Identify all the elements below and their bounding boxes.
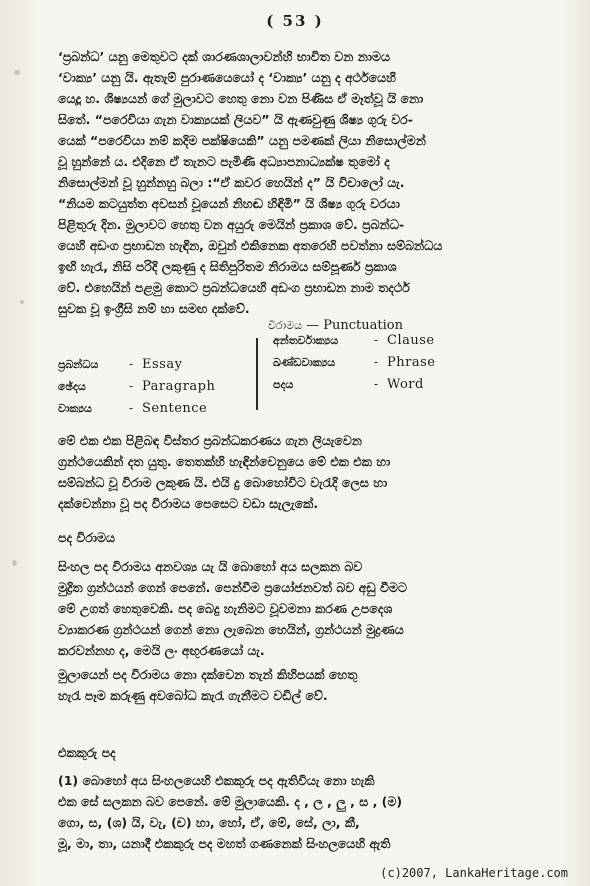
- term-en: Essay: [142, 357, 183, 372]
- text-line: කරවන්නහ ද, මෙයි ලං අඟුරණයෝ යැ.: [58, 643, 265, 658]
- section-heading: පද විරාමය: [58, 530, 115, 545]
- text-line: යෙක් “පරෙවියා නම් කදිම පක්ෂියෙකි” යනු පමණක් ලියා නිසොල්මන්: [58, 133, 426, 148]
- text-line: නිසොල්මන් වූ හුන්නහු බලා :“ඒ කවර හෙයින් ද” යි විචාලෝ යැ.: [58, 175, 405, 190]
- text-line: එක සේ සලකන බව පෙනේ. මේ මුලායෙකි. ද , ල , ලු , ස , (ම): [58, 794, 403, 809]
- text-line: ගො, ස, (ශ) යි, වැ, (ච) හා, හෝ, ඒ, මේ, සේ, ලා, කී,: [58, 815, 360, 830]
- text-line: ‘වාක්‍ය’ යනු යි. ඇතැම් පුරාණයෙයෝ ද ‘වාක්‍ය’ යනු ද අර්ථයෙහි: [58, 70, 396, 85]
- table-heading: විරාමය — Punctuation: [268, 318, 403, 333]
- table-row: පදය - Word: [273, 376, 424, 392]
- text-line: මේ උගත් හෙතුවෙකි. පද බෙදු හැනිමට වූවමනා කරණ උපදෙශ: [58, 601, 393, 616]
- table-row: ඛණ්ඩවාක්‍යය - Phrase: [273, 354, 436, 370]
- text-line: ග්‍රන්ථයෙකින් දත යුතු. තෙතක්හි හැඳින්වෙනුයෙ මේ එක එක හා: [58, 454, 391, 469]
- text-line: සිතේ. “පරෙවියා ගැන වාක්‍යයක් ලියව” යි ඇණවුණු ශිෂ්‍ය ගුරු වර-: [58, 112, 413, 127]
- term-en: Clause: [387, 333, 435, 348]
- pada-paragraph: [58, 556, 558, 661]
- examples-paragraph: [58, 430, 558, 514]
- table-heading-si: විරාමය: [268, 319, 302, 332]
- term-si: ඛණ්ඩවාක්‍යය: [273, 356, 336, 369]
- section-heading: එකකුරු පද: [58, 745, 116, 760]
- copyright-watermark: (c)2007, LankaHeritage.com: [380, 866, 568, 880]
- term-en: Sentence: [142, 401, 208, 416]
- text-line: යෙදූ හ. ශිෂ්‍යයන් ගේ මුලාවට හෙතු නො වන පිණිස ඒ මෑත්වූ යි නො: [58, 91, 424, 106]
- text-line: සිංහල පද විරාමය අනවශ්‍ය යැ යි බොහෝ අය සලකන බව: [58, 559, 363, 574]
- text-line: මුද්‍රිත ග්‍රන්ථයන් ගෙන් පෙනේ. පෙන්වීම ප්‍රයෝජනවත් බව අඩු වීමට: [58, 580, 407, 595]
- table-row: ප්‍රබන්ධය - Essay: [58, 356, 183, 372]
- mulu-paragraph: [58, 664, 558, 706]
- table-heading-en: Punctuation: [323, 318, 403, 333]
- term-si: පදය: [273, 378, 294, 391]
- text-line: වේ. එහෙයින් පළමු කොට ප්‍රබන්ධයෙහි අඩංග ප්‍රභාඩන නාම තදර්ථ: [58, 280, 410, 295]
- text-line: මේ එක එක පිළිබඳ විස්තර ප්‍රබන්ධකරණය ගැන ලියැවෙන: [58, 433, 362, 448]
- text-line: සම්බන්ධ වූ විරාම ලකුණ යි. එයි දු බොහෝවිට වැරැදි ලෙස හා: [58, 475, 388, 490]
- text-line: (1) බොහෝ අය සිංහලයෙහි එකකුරු පද ඇතිවියැ නො හැකි: [58, 773, 375, 788]
- ekakura-paragraph: [58, 770, 558, 854]
- term-en: Paragraph: [142, 379, 216, 394]
- scan-speck: [12, 560, 17, 566]
- page-number: ( 53 ): [266, 12, 324, 30]
- table-row: අන්තර්වාක්‍යය - Clause: [273, 332, 435, 348]
- text-line: වූ හුන්නේ ය. එදිනෙ ඒ තැනට පැමිණි අධ්‍යාපනාධ්‍යක්ෂ තුමෝ ද: [58, 154, 390, 169]
- term-si: ඡේදය: [58, 380, 86, 393]
- term-si: ප්‍රබන්ධය: [58, 358, 99, 371]
- text-line: ඉඟි හැරැ, නිසි පරිදි ලකුණු ද සිතිපුරිතම නිරාමය සම්පූර්ණ ප්‍රකාශ: [58, 259, 397, 274]
- table-row: ඡේදය - Paragraph: [58, 378, 216, 394]
- text-line: සුවක වූ ඉංග්‍රීසි නම් හා සමඟ දක්වේ.: [58, 301, 250, 316]
- text-line: “නියම කටයුත්ත අවසන් වූයෙන් නිහඬ හිඳිමි” යි ශිෂ්‍ය ගුරු වරයා: [58, 196, 400, 211]
- table-row: වාක්‍යය - Sentence: [58, 400, 208, 416]
- text-line: යෙහි අඩංග ප්‍රභාඩන හැඳින, ඔවුන් එකිනෙක අතරෙහි පවත්නා සම්බන්ධය: [58, 238, 443, 253]
- text-line: හැරැ පෑම කරුණු අවබෝධ කැරැ ගැනීමට වඩිල් වේ.: [58, 688, 328, 703]
- text-line: දක්වෙන්නා වූ පද විරාමය පෙසෙට වඩා සැලැකේ.: [58, 496, 319, 511]
- text-line: මූ, මා, තා, යනාදී එකකුරු පද මහත් ගණනෙක් සිංහලයෙහි ඇති: [58, 836, 391, 851]
- punctuation-table: [58, 318, 558, 418]
- text-line: ව්‍යාකරණ ග්‍රන්ථයන් ගෙන් නො ලැබෙන හෙයින්, ග්‍රන්ථයන් මුද්‍රණය: [58, 622, 404, 637]
- text-line: ‘ප්‍රබන්ධ’ යනු මෙතුවට දක් ශාරණශාලාවන්හි භාවිත වන නාමය: [58, 49, 391, 64]
- scan-speck: [14, 70, 20, 75]
- scan-speck: [20, 300, 24, 304]
- term-en: Word: [387, 377, 424, 392]
- term-en: Phrase: [387, 355, 436, 370]
- intro-paragraph: [58, 46, 558, 319]
- term-si: වාක්‍යය: [58, 402, 92, 415]
- text-line: මුලායෙන් පද විරාමය නො දක්වෙන තැන් කිහිපයක් හෙතු: [58, 667, 358, 682]
- table-divider: [256, 338, 258, 410]
- text-line: පිළිතුරු දින. මුලාවට හෙතු වන අයුරු මෙයින් ප්‍රකාශ වේ. ප්‍රබන්ධ-: [58, 217, 405, 232]
- term-si: අන්තර්වාක්‍යය: [273, 334, 339, 347]
